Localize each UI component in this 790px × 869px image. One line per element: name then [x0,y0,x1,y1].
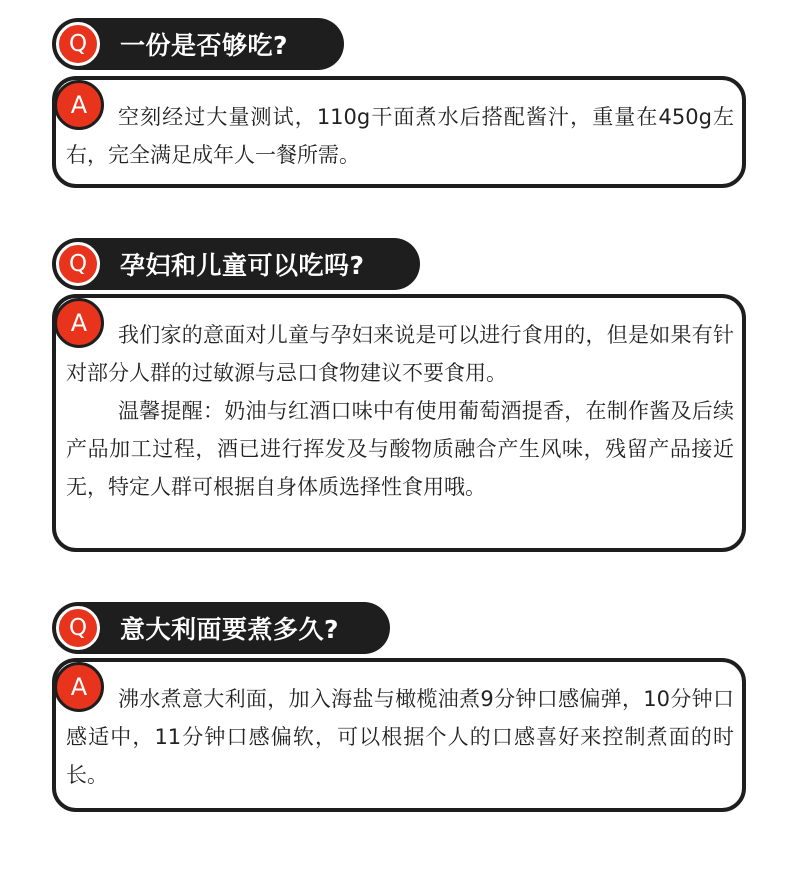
question-badge: Q [56,22,100,66]
answer-paragraph: 温馨提醒：奶油与红酒口味中有使用葡萄酒提香，在制作酱及后续产品加工过程，酒已进行挥发及与酸物质融合产生风味，残留产品接近无，特定人群可根据自身体质选择性食用哦。 [66,399,734,499]
answer-paragraph: 空刻经过大量测试，110g干面煮水后搭配酱汁，重量在450g左右，完全满足成年人一餐所需。 [66,105,734,167]
answer-paragraph: 我们家的意面对儿童与孕妇来说是可以进行食用的，但是如果有针对部分人群的过敏源与忌口食物建议不要食用。 [66,323,734,385]
question-header [52,238,420,290]
answer-badge: A [54,80,104,130]
question-header [52,18,344,70]
question-badge: Q [56,606,100,650]
answer-box [52,76,746,188]
question-badge: Q [56,242,100,286]
answer-badge: A [54,298,104,348]
question-header [52,602,390,654]
answer-box [52,294,746,552]
question-text: 孕妇和儿童可以吃吗? [120,251,365,280]
question-text: 一份是否够吃? [120,31,289,60]
answer-paragraph: 沸水煮意大利面，加入海盐与橄榄油煮9分钟口感偏弹，10分钟口感适中，11分钟口感偏软，可以根据个人的口感喜好来控制煮面的时长。 [66,687,734,787]
question-text: 意大利面要煮多久? [120,615,340,644]
answer-box [52,658,746,812]
answer-badge: A [54,662,104,712]
